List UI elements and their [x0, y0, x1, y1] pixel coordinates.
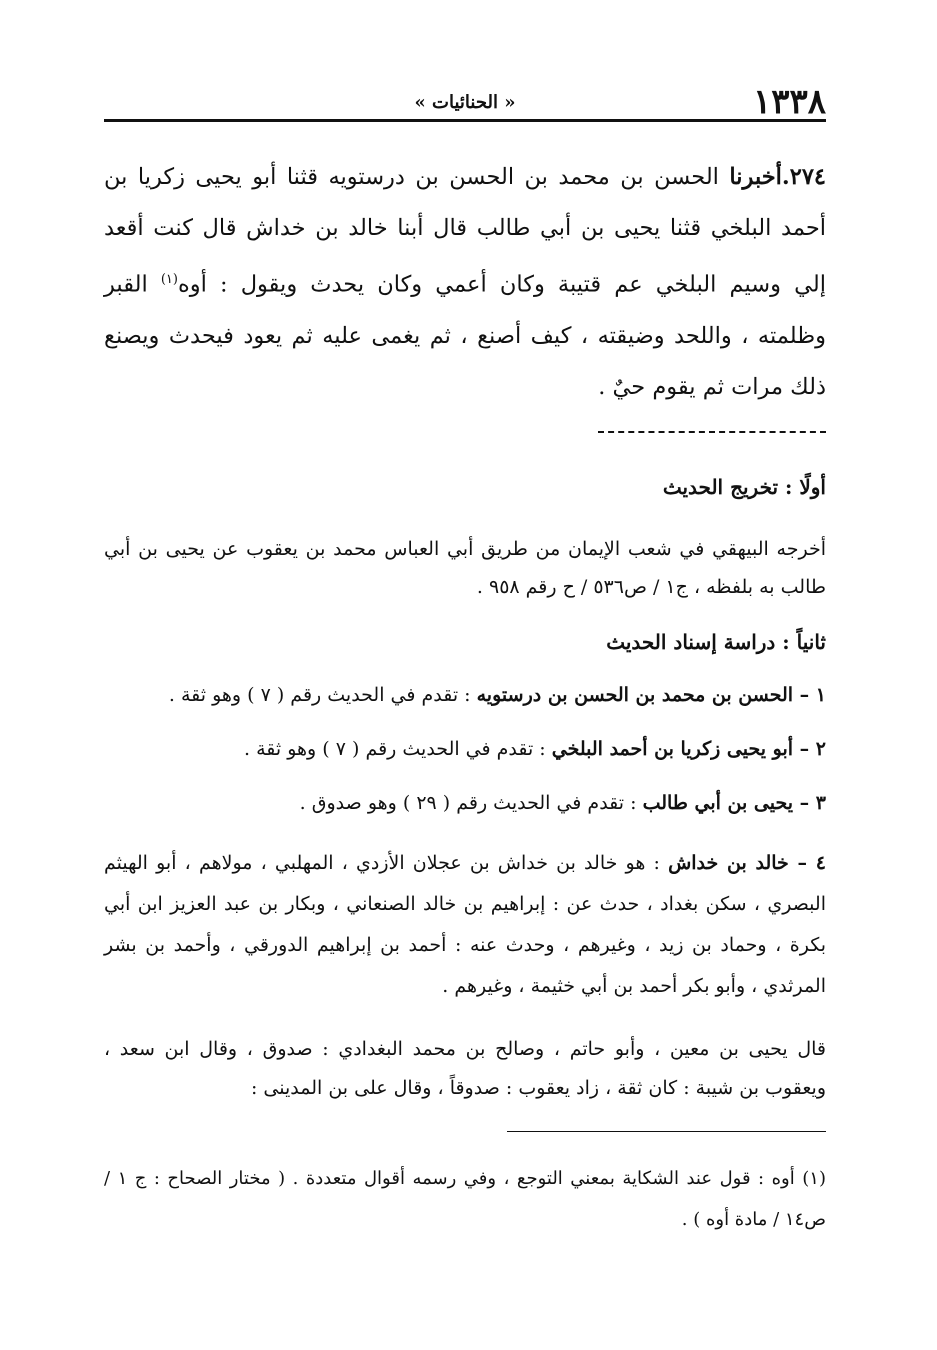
narrator-2-name: ٢ – أبو يحيى زكريا بن أحمد البلخي	[551, 738, 826, 760]
footnote-text: أوه : قول عند الشكاية بمعني التوجع ، وفي رسمه أقوال متعددة . ( مختار الصحاح : ج ١ / ص١٤ / مادة أوه ) .	[104, 1168, 826, 1230]
narrator-1-name: ١ – الحسن بن محمد بن الحسن بن درستويه	[476, 684, 826, 706]
narrator-4	[104, 843, 826, 1007]
page-header	[104, 72, 826, 122]
isnad-heading: ثانياً : دراسة إسناد الحديث	[606, 630, 826, 654]
hadith-body: الحسن بن محمد بن الحسن بن درستويه قثنا أبو يحيى زكريا بن أحمد البلخي قثنا يحيى بن أبي طالب قال أبنا خالد بن خداش قال كنت أقعد إلي وسيم البلخي عم قتيبة وكان أعمي وكان يحدث ويقول : أوه	[104, 164, 826, 298]
running-title: « الحنائيات »	[414, 92, 516, 113]
narrator-1	[104, 684, 826, 706]
footnote-ref: (١)	[160, 272, 178, 287]
narrator-3-text: : تقدم في الحديث رقم ( ٢٩ ) وهو صدوق .	[299, 792, 643, 814]
narrator-3	[104, 792, 826, 814]
footnote	[104, 1158, 826, 1240]
page-number: ١٣٣٨	[752, 82, 826, 122]
footnote-marker: (١)	[802, 1168, 826, 1189]
dashed-separator	[598, 431, 826, 433]
narrator-2-text: : تقدم في الحديث رقم ( ٧ ) وهو ثقة .	[244, 738, 552, 760]
takhrij-text: أخرجه البيهقي في شعب الإيمان من طريق أبي العباس محمد بن يعقوب عن يحيى بن أبي طالب به بلفظه ، ج١ / ص٥٣٦ / ح رقم ٩٥٨ .	[104, 538, 826, 598]
hadith-number: ٢٧٤.	[781, 164, 827, 190]
hadith-text	[104, 152, 826, 413]
narrator-4-text: : هو خالد بن خداش بن عجلان الأزدي ، المهلبي ، مولاهم ، أبو الهيثم البصري ، سكن بغداد ، حدث عن : إبراهيم بن خالد الصنعاني ، وبكار بن عبد العزيز ابن أبي بكرة ، وحماد بن زيد ، وغيرهم ، وحدث عنه : أحمد بن إبراهيم الدورقي ، وأحمد بن بشر المرثدي ، وأبو بكر أحمد بن أبي خثيمة ، وغيرهم .	[104, 852, 826, 997]
narrator-sayings: قال يحيى بن معين ، وأبو حاتم ، وصالح بن محمد البغدادي : صدوق ، وقال ابن سعد ، ويعقوب بن شيبة : كان ثقة ، زاد يعقوب : صدوقاً ، وقال على بن المدينى :	[104, 1038, 826, 1099]
hadith-lead: أخبرنا	[729, 164, 782, 190]
footnote-rule	[507, 1131, 826, 1132]
narrator-4-name: ٤ – خالد بن خداش	[668, 852, 826, 874]
narrator-3-name: ٣ – يحيى بن أبي طالب	[642, 792, 826, 814]
hadith-body-end: القبر وظلمته ، واللحد وضيقته ، كيف أصنع ، ثم يغمى عليه ثم يعود فيحدث ويصنع ذلك مرات ثم يقوم حيٌ .	[104, 271, 826, 400]
narrator-1-text: : تقدم في الحديث رقم ( ٧ ) وهو ثقة .	[168, 684, 477, 706]
narrator-2	[104, 738, 826, 760]
takhrij-heading: أولًا : تخريج الحديث	[662, 475, 826, 499]
header-rule	[104, 119, 826, 122]
